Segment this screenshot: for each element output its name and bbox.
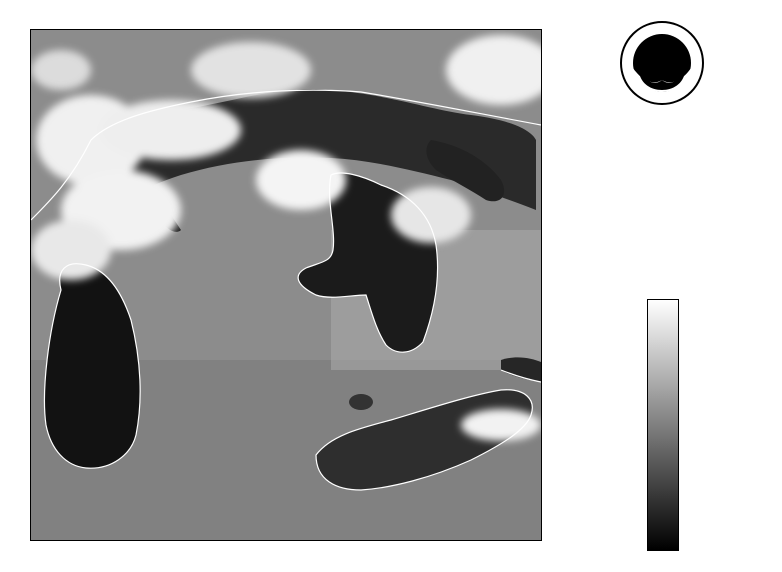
noaa-logo xyxy=(619,20,705,106)
reflectance-colorbar xyxy=(647,299,679,551)
satellite-map xyxy=(30,29,542,541)
noaa-seal-icon xyxy=(619,20,705,106)
datetime-row xyxy=(592,162,605,176)
map-canvas xyxy=(31,30,541,540)
lake-st-clair xyxy=(349,394,373,410)
